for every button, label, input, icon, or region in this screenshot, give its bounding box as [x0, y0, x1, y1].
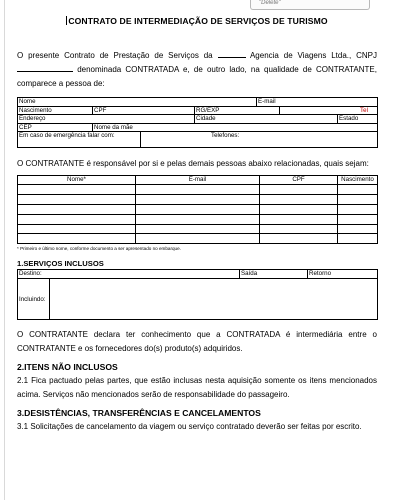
field-retorno[interactable]: Retorno — [308, 270, 378, 279]
document-title: CONTRATO DE INTERMEDIAÇÃO DE SERVIÇOS DE TURISMO — [68, 16, 328, 26]
intro-paragraph: O presente Contrato de Prestação de Serviços da Agencia de Viagens Ltda., CNPJ denominada CONTRATADA e, de outro lado, na qualidade de CONTRATANTE, comparece a pessoa de: — [17, 51, 377, 88]
field-nome[interactable]: Nome — [18, 98, 257, 107]
table-cell[interactable] — [338, 185, 378, 195]
comment-balloon[interactable]: "Delete" — [250, 0, 370, 10]
table-cell[interactable] — [18, 224, 136, 234]
table-cell[interactable] — [18, 185, 136, 195]
col-header-cpf: CPF — [260, 176, 338, 185]
section-2-heading: 2.ITENS NÃO INCLUSOS — [17, 362, 118, 373]
table-cell[interactable] — [18, 194, 136, 204]
table-cell[interactable] — [18, 234, 136, 244]
table-cell[interactable] — [338, 194, 378, 204]
tel-label: Tel — [360, 106, 368, 114]
document-page — [17, 12, 377, 434]
table-cell[interactable] — [260, 194, 338, 204]
table-cell[interactable] — [260, 214, 338, 224]
table-cell[interactable] — [136, 234, 260, 244]
cnpj-blank[interactable] — [17, 63, 73, 72]
table-cell[interactable] — [260, 234, 338, 244]
table-row — [18, 234, 378, 244]
table-row — [18, 214, 378, 224]
field-cpf[interactable]: CPF — [93, 106, 195, 115]
label-incluindo: Incluindo: — [18, 279, 50, 320]
services-heading: 1.SERVIÇOS INCLUSOS — [17, 259, 104, 269]
field-cep[interactable]: CEP — [18, 123, 93, 132]
table-row — [18, 224, 378, 234]
table-cell[interactable] — [338, 204, 378, 214]
section-3-heading: 3.DESISTÊNCIAS, TRANSFERÊNCIAS E CANCELAMENTOS — [17, 408, 261, 419]
footnote: * Primeiro e último nome, conforme documento a ser apresentado no embarque. — [17, 246, 181, 252]
section-3-text: 3.1 Solicitações de cancelamento da viagem ou serviço contratado deverão ser feitas por escrito. — [17, 422, 362, 432]
table-cell[interactable] — [136, 185, 260, 195]
table-cell[interactable] — [260, 224, 338, 234]
table-cell[interactable] — [136, 214, 260, 224]
table-cell[interactable] — [136, 204, 260, 214]
field-nascimento[interactable]: Nascimento — [18, 106, 93, 115]
field-endereco[interactable]: Endereço — [18, 115, 195, 124]
client-info-table — [17, 97, 378, 148]
field-estado[interactable]: Estado — [338, 115, 378, 124]
page-edge — [0, 0, 5, 500]
table-cell[interactable] — [260, 185, 338, 195]
agency-name-blank[interactable] — [218, 49, 246, 58]
table-cell[interactable] — [136, 224, 260, 234]
companions-table — [17, 175, 378, 244]
field-cidade[interactable]: Cidade — [195, 115, 338, 124]
table-row — [18, 194, 378, 204]
table-row — [18, 185, 378, 195]
field-telefones[interactable]: Telefones: — [141, 132, 378, 148]
table-row — [18, 204, 378, 214]
table-cell[interactable] — [338, 234, 378, 244]
field-email[interactable]: E-mail — [257, 98, 378, 107]
col-header-nome: Nome* — [18, 176, 136, 185]
table-cell[interactable] — [338, 214, 378, 224]
field-incluindo[interactable] — [50, 279, 378, 320]
table-cell[interactable] — [338, 224, 378, 234]
services-table — [17, 269, 378, 320]
table-cell[interactable] — [136, 194, 260, 204]
field-mae[interactable]: Nome da mãe — [93, 123, 378, 132]
declaration-paragraph: O CONTRATANTE declara ter conhecimento que a CONTRATADA é intermediária entre o CONTRATANTE e os fornecedores do(s) produto(s) adquiridos. — [17, 330, 377, 354]
col-header-email: E-mail — [136, 176, 260, 185]
field-saida[interactable]: Saída — [240, 270, 308, 279]
table-cell[interactable] — [18, 214, 136, 224]
field-tel[interactable] — [280, 106, 378, 115]
table-cell[interactable] — [18, 204, 136, 214]
field-emergencia[interactable]: Em caso de emergência falar com: — [18, 132, 141, 148]
responsible-paragraph: O CONTRATANTE é responsável por si e pelas demais pessoas abaixo relacionadas, quais sejam: — [17, 159, 369, 168]
table-cell[interactable] — [260, 204, 338, 214]
col-header-nascimento: Nascimento — [338, 176, 378, 185]
field-rg[interactable]: RG/EXP — [195, 106, 280, 115]
section-2-text: 2.1 Fica pactuado pelas partes, que estão inclusas nesta aquisição somente os itens mencionados acima. Serviços não mencionados serão de responsabilidade do passageiro. — [17, 376, 377, 400]
field-destino[interactable]: Destino: — [18, 270, 240, 279]
